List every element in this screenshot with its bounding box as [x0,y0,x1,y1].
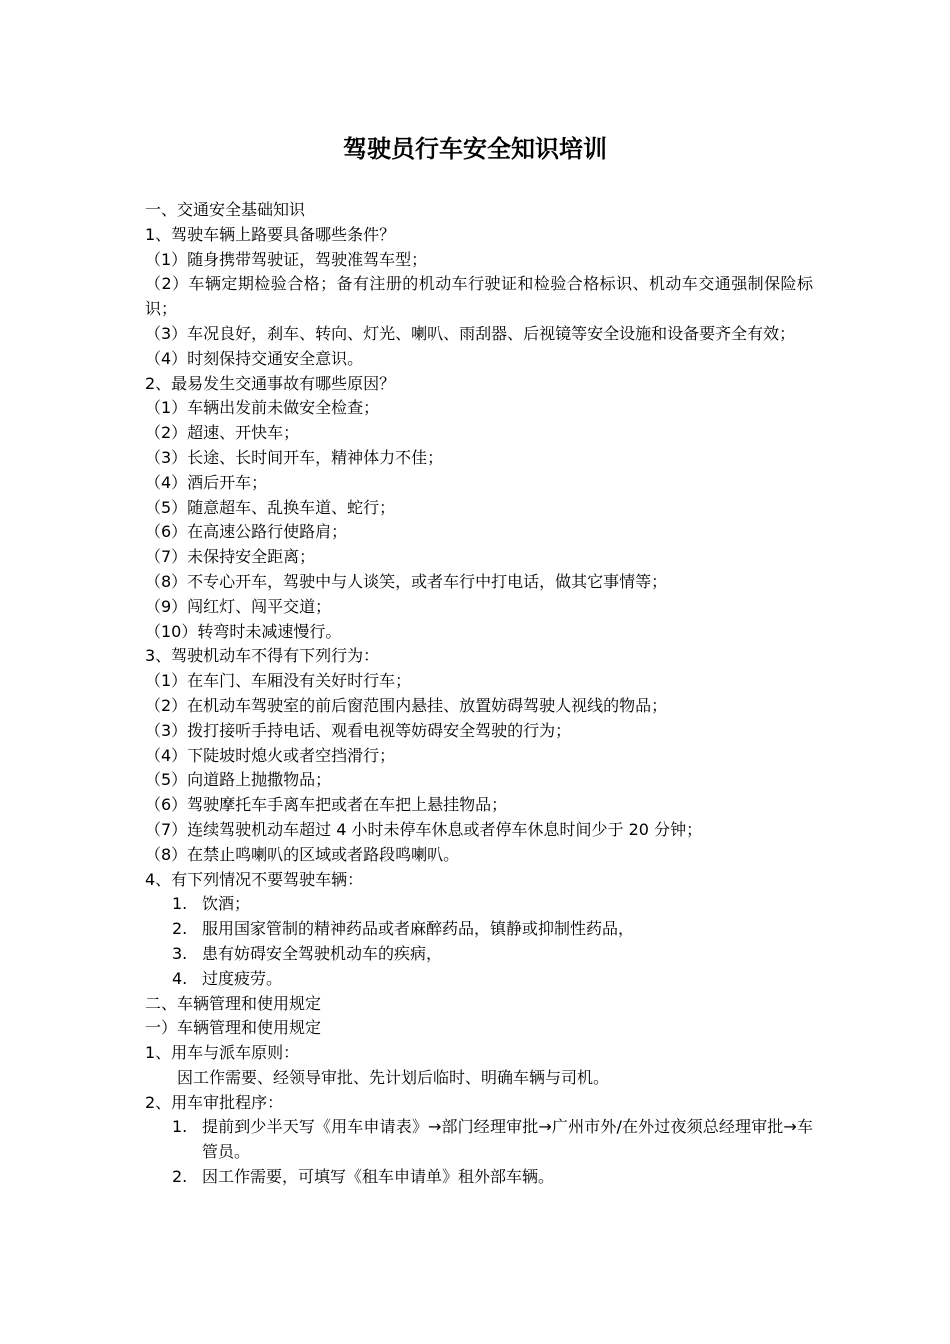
item-number: 4. [172,968,188,988]
list-item: （3）拨打接听手持电话、观看电视等妨碍安全驾驶的行为； [145,720,572,740]
list-item: （3）车况良好，刹车、转向、灯光、喇叭、雨刮器、后视镜等安全设施和设备要齐全有效； [145,323,796,343]
list-item: （6）驾驶摩托车手离车把或者在车把上悬挂物品； [145,795,508,815]
list-item: （3）长途、长时间开车，精神体力不佳； [145,447,444,467]
document-body [145,198,813,1190]
item-text: 患有妨碍安全驾驶机动车的疾病， [202,943,443,963]
list-item: （1）随身携带驾驶证，驾驶准驾车型； [145,249,428,269]
rule-text: 因工作需要、经领导审批、先计划后临时、明确车辆与司机。 [177,1067,610,1087]
list-item: （10）转弯时未减速慢行。 [145,621,342,641]
item-number: 3. [172,943,188,963]
list-item: （6）在高速公路行使路肩； [145,522,348,542]
item-number: 2. [172,919,188,939]
list-item: （1）在车门、车厢没有关好时行车； [145,671,412,691]
list-item: （2）在机动车驾驶室的前后窗范围内悬挂、放置妨碍驾驶人视线的物品； [145,695,668,715]
list-item: （8）在禁止鸣喇叭的区域或者路段鸣喇叭。 [145,844,460,864]
numbered-item [145,967,813,992]
list-item: （5）随意超车、乱换车道、蛇行； [145,497,396,517]
list-item: （1）车辆出发前未做安全检查； [145,398,380,418]
item-text: 过度疲劳。 [202,968,283,988]
numbered-item [145,1115,813,1165]
numbered-item [145,892,813,917]
list-item: （8）不专心开车，驾驶中与人谈笑，或者车行中打电话，做其它事情等； [145,571,668,591]
item-number: 1. [172,894,188,914]
numbered-item [145,917,813,942]
item-text: 提前到少半天写《用车申请表》→部门经理审批→广州市外/在外过夜须总经理审批→车管员。 [202,1117,813,1162]
numbered-item [145,1165,813,1190]
item-text: 因工作需要，可填写《租车申请单》租外部车辆。 [202,1167,555,1187]
list-item: （7）未保持安全距离； [145,547,316,567]
list-item: （2）车辆定期检验合格；备有注册的机动车行驶证和检验合格标识、机动车交通强制保险标识； [145,274,813,319]
document-title: 驾驶员行车安全知识培训 [343,135,607,163]
list-item: （4）下陡坡时熄火或者空挡滑行； [145,745,396,765]
numbered-item [145,942,813,967]
section-heading: 一、交通安全基础知识 [145,200,306,219]
rule-heading: 1、用车与派车原则： [145,1043,300,1063]
item-text: 服用国家管制的精神药品或者麻醉药品，镇静或抑制性药品， [202,919,635,939]
rule-heading: 2、用车审批程序： [145,1092,284,1112]
subsection-heading: 一）车辆管理和使用规定 [145,1018,322,1038]
question-heading: 4、有下列情况不要驾驶车辆： [145,869,364,889]
section-heading: 二、车辆管理和使用规定 [145,993,322,1013]
question-heading: 3、驾驶机动车不得有下列行为： [145,646,380,666]
list-item: （4）酒后开车； [145,472,268,492]
item-number: 2. [172,1167,188,1187]
question-heading: 1、驾驶车辆上路要具备哪些条件？ [145,224,396,244]
list-item: （7）连续驾驶机动车超过 4 小时未停车休息或者停车休息时间少于 20 分钟； [145,819,703,839]
list-item: （5）向道路上抛撒物品； [145,770,332,790]
question-heading: 2、最易发生交通事故有哪些原因？ [145,373,396,393]
item-text: 饮酒； [202,894,251,914]
list-item: （2）超速、开快车； [145,423,300,443]
list-item: （9）闯红灯、闯平交道； [145,596,332,616]
list-item: （4）时刻保持交通安全意识。 [145,348,364,368]
item-number: 1. [172,1117,188,1137]
